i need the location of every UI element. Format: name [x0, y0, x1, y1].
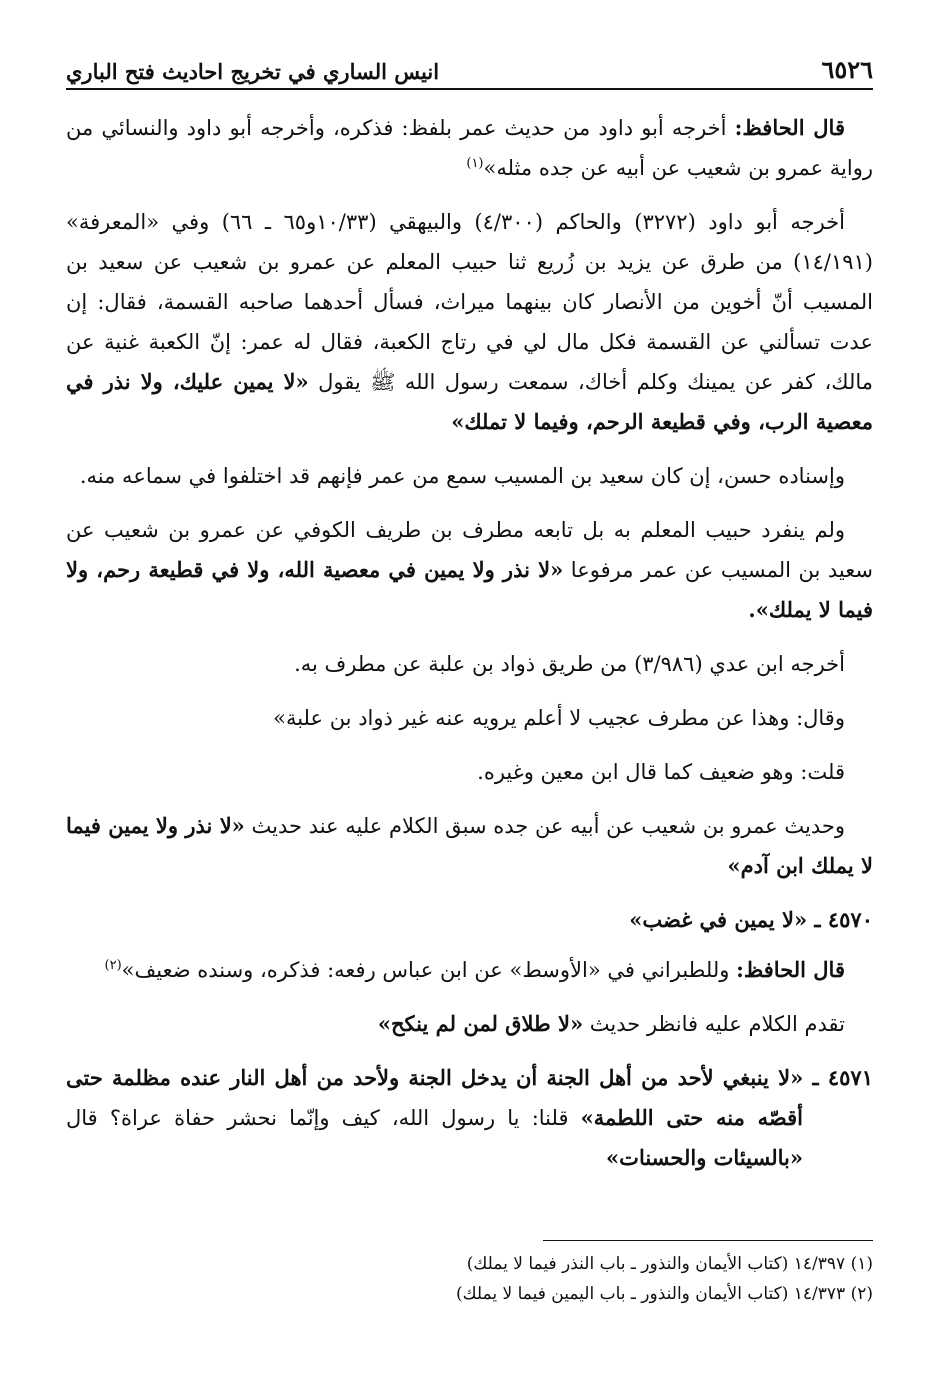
- paragraph-text: قلنا: يا رسول الله، كيف وإنّما نحشر حفاة عراة؟ قال: [66, 1106, 581, 1130]
- paragraph-ibn-adi: [66, 644, 873, 684]
- paragraph-text: أخرجه أبو داود (٣٢٧٢) والحاكم (٤/٣٠٠) والبيهقي (١٠/٣٣و٦٥ ـ ٦٦) وفي «المعرفة» (١٤/١٩١) من طرق عن يزيد بن زُريع ثنا حبيب المعلم عن عمرو بن شعيب عن سعيد بن المسيب أنّ أخوين من الأنصار كان بينهما ميراث، فسأل أحدهما صاحبه القسمة، فقال: إن عدت تسألني عن القسمة فكل مال لي في رتاج الكعبة، فقال له عمر: إنّ الكعبة غنية عن مالك، كفر عن يمينك وكلم أخاك، سمعت رسول الله ﷺ يقول: [66, 210, 873, 394]
- paragraph-takhrij-1: [66, 202, 873, 442]
- paragraph-text: أخرجه ابن عدي (٣/٩٨٦) من طريق ذواد بن علبة عن مطرف به.: [294, 652, 845, 676]
- hadith-text: «لا يمين عليك، ولا نذر في معصية الرب، وفي قطيعة الرحم، وفيما لا تملك»: [66, 369, 873, 434]
- paragraph-text: وإسناده حسن، إن كان سعيد بن المسيب سمع من عمر فإنهم قد اختلفوا في سماعه منه.: [79, 464, 845, 488]
- footnote-divider: [543, 1240, 873, 1241]
- paragraph-text: تقدم الكلام عليه فانظر حديث: [583, 1012, 845, 1036]
- hadith-text: «لا نذر ولا يمين فيما لا يملك ابن آدم»: [66, 813, 873, 878]
- paragraph-amr-hadith: [66, 806, 873, 886]
- page-header: [66, 46, 873, 90]
- paragraph-qal: [66, 698, 873, 738]
- paragraph-mutaba: [66, 510, 873, 630]
- paragraph-hafiz-1: [66, 108, 873, 188]
- hadith-text: ٤٥٧١ ـ «لا ينبغي لأحد من أهل الجنة أن يدخل الجنة ولأحد من أهل النار عنده مظلمة حتى أقصّه منه حتى اللطمة»: [66, 1065, 873, 1130]
- paragraph-text: وحديث عمرو بن شعيب عن أبيه عن جده سبق الكلام عليه عند حديث: [244, 814, 845, 838]
- hafiz-label: قال الحافظ:: [736, 957, 845, 982]
- hadith-entry-4570: ٤٥٧٠ ـ «لا يمين في غضب»: [629, 907, 873, 932]
- footnote-1: (١) ١٤/٣٩٧ (كتاب الأيمان والنذور ـ باب النذر فيما لا يملك): [466, 1254, 873, 1274]
- paragraph-text: أخرجه أبو داود من حديث عمر بلفظ: فذكره، وأخرجه أبو داود والنسائي من رواية عمرو بن شعيب عن أبيه عن جده مثله»: [66, 116, 873, 180]
- footnote-ref-2: (٢): [104, 958, 122, 973]
- paragraph-text: قلت: وهو ضعيف كما قال ابن معين وغيره.: [477, 760, 845, 784]
- paragraph-isnad: [66, 456, 873, 496]
- page-number: ٦٥٢٦: [821, 55, 873, 84]
- hadith-text: «بالسيئات والحسنات»: [606, 1145, 803, 1170]
- paragraph-text: ولم ينفرد حبيب المعلم به بل تابعه مطرف بن طريف الكوفي عن عمرو بن شعيب عن سعيد بن المسيب عن عمر مرفوعا: [66, 518, 873, 582]
- paragraph-taqaddam: [66, 1004, 873, 1044]
- page-body: [66, 108, 873, 1192]
- footnotes: [66, 1240, 873, 1309]
- paragraph-text: وقال: وهذا عن مطرف عجيب لا أعلم يرويه عنه غير ذواد بن علبة»: [273, 706, 845, 730]
- paragraph-qultu: [66, 752, 873, 792]
- paragraph-hafiz-2: [66, 950, 873, 990]
- hafiz-label: قال الحافظ:: [734, 115, 845, 140]
- book-title: انيس الساري في تخريج احاديث فتح الباري: [66, 59, 440, 84]
- hadith-text: «لا طلاق لمن لم ينكح»: [377, 1011, 584, 1036]
- footnote-2: (٢) ١٤/٣٧٣ (كتاب الأيمان والنذور ـ باب اليمين فيما لا يملك): [455, 1284, 873, 1304]
- paragraph-text: وللطبراني في «الأوسط» عن ابن عباس رفعه: فذكره، وسنده ضعيف»: [121, 958, 737, 982]
- footnote-ref-1: (١): [466, 156, 484, 171]
- hadith-text: «لا نذر ولا يمين في معصية الله، ولا في قطيعة رحم، ولا فيما لا يملك».: [66, 557, 873, 622]
- hadith-entry-4571: [66, 1058, 873, 1178]
